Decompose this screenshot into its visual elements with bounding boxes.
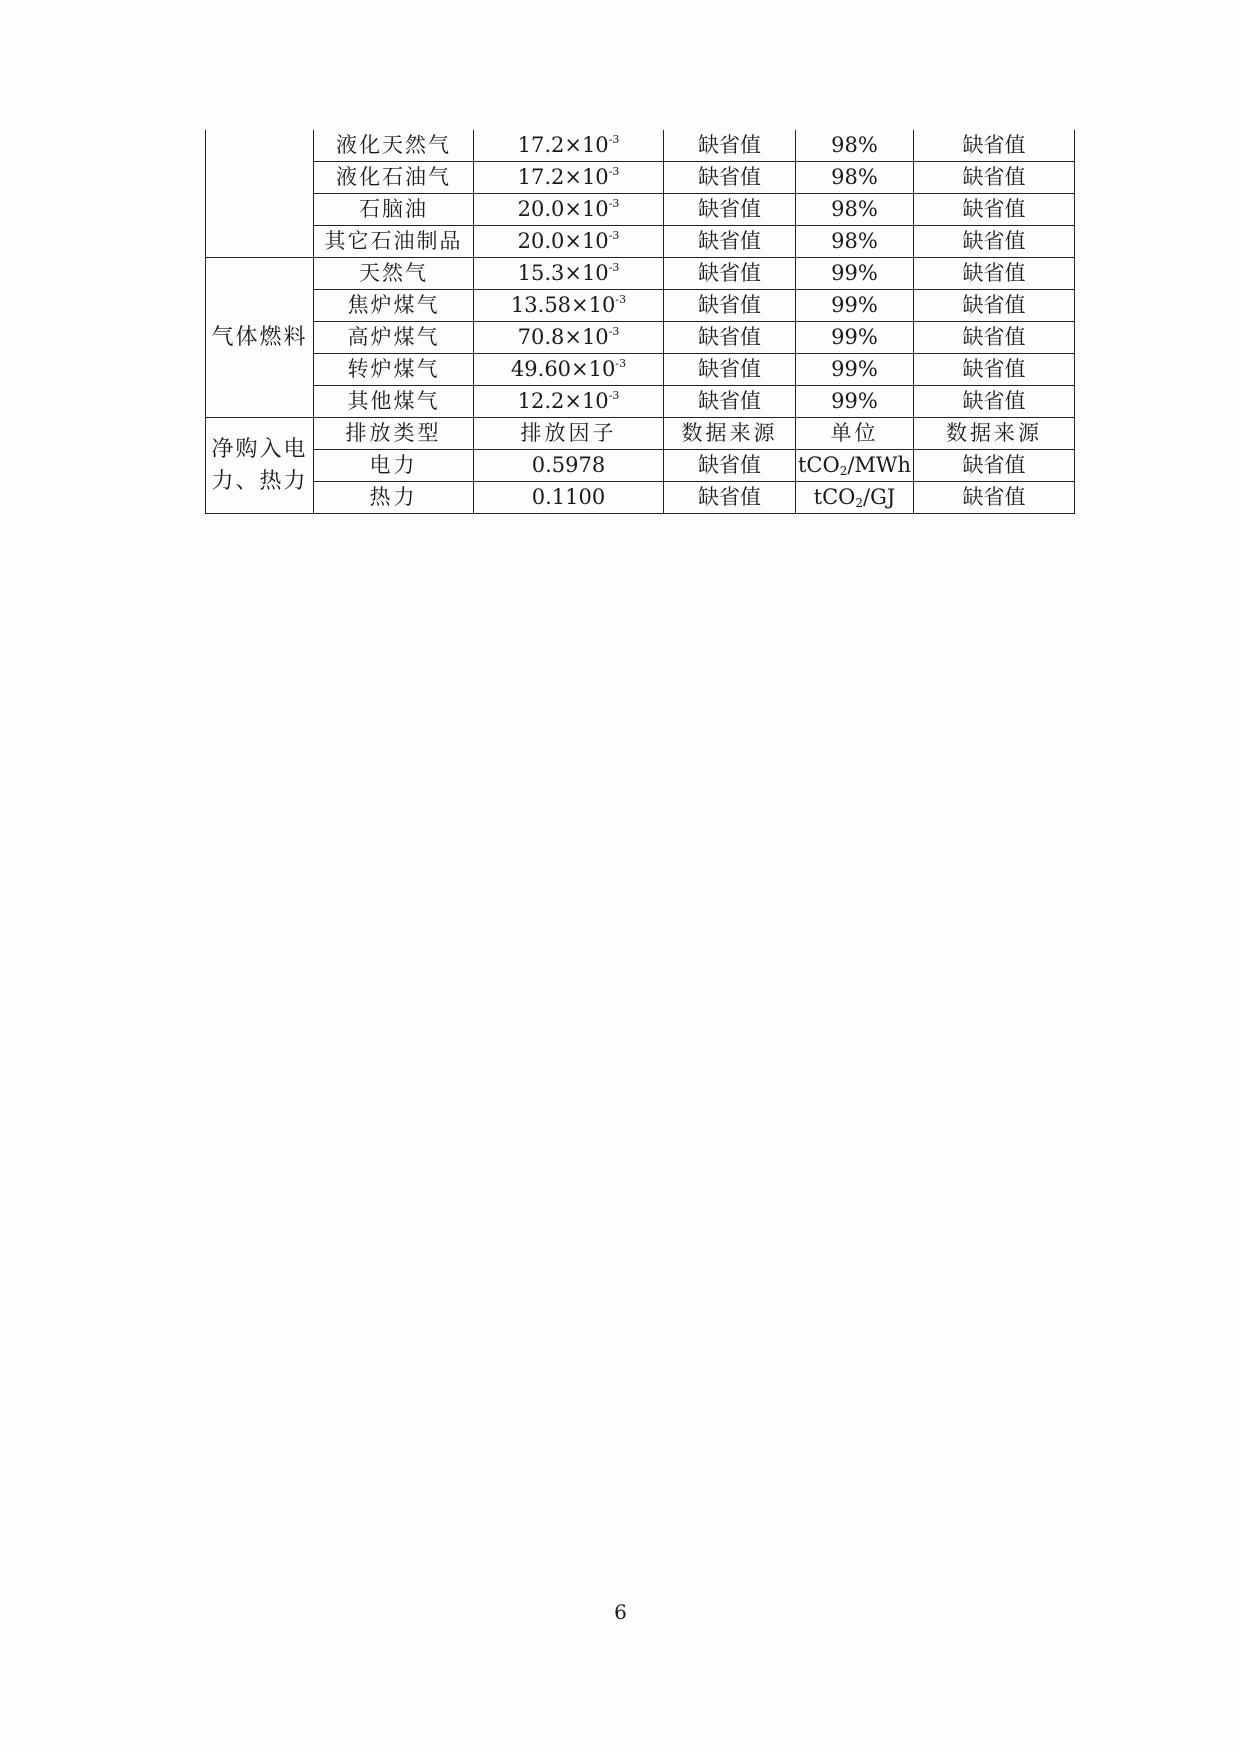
emission-factor: 0.1100 (474, 482, 664, 514)
power-group-label: 净购入电力、热力 (206, 418, 314, 514)
column-header: 单位 (796, 418, 914, 450)
data-source: 缺省值 (664, 258, 796, 290)
rate-data-source: 缺省值 (914, 162, 1075, 194)
column-header: 数据来源 (914, 418, 1075, 450)
oxidation-rate: 99% (796, 290, 914, 322)
table-row (206, 194, 1075, 226)
fuel-name: 液化石油气 (314, 162, 474, 194)
rate-data-source: 缺省值 (914, 258, 1075, 290)
emission-factor: $17.2\times 10^{-3}$ (474, 130, 664, 162)
emission-factor: $15.3\times 10^{-3}$ (474, 258, 664, 290)
table-row (206, 450, 1075, 482)
fuel-name: 石脑油 (314, 194, 474, 226)
oxidation-rate: 98% (796, 194, 914, 226)
emission-factor: $49.60\times 10^{-3}$ (474, 354, 664, 386)
emission-factor: $17.2\times 10^{-3}$ (474, 162, 664, 194)
column-header: 排放因子 (474, 418, 664, 450)
emission-type: 电力 (314, 450, 474, 482)
unit-data-source: 缺省值 (914, 450, 1075, 482)
liquid-fuel-group-cell (206, 130, 314, 258)
oxidation-rate: 99% (796, 258, 914, 290)
data-source: 缺省值 (664, 354, 796, 386)
data-source: 缺省值 (664, 386, 796, 418)
emission-factor: $70.8\times 10^{-3}$ (474, 322, 664, 354)
unit: tCO$_2$/MWh (796, 450, 914, 482)
page-number: 6 (614, 1600, 627, 1624)
rate-data-source: 缺省值 (914, 130, 1075, 162)
rate-data-source: 缺省值 (914, 226, 1075, 258)
table-row (206, 130, 1075, 162)
emission-factor: $12.2\times 10^{-3}$ (474, 386, 664, 418)
table-row (206, 354, 1075, 386)
emission-type: 热力 (314, 482, 474, 514)
data-source: 缺省值 (664, 290, 796, 322)
column-header: 数据来源 (664, 418, 796, 450)
fuel-name: 高炉煤气 (314, 322, 474, 354)
table-row (206, 258, 1075, 290)
oxidation-rate: 98% (796, 226, 914, 258)
oxidation-rate: 98% (796, 162, 914, 194)
data-source: 缺省值 (664, 450, 796, 482)
fuel-name: 转炉煤气 (314, 354, 474, 386)
table-header-row (206, 418, 1075, 450)
emission-factor: $13.58\times 10^{-3}$ (474, 290, 664, 322)
data-source: 缺省值 (664, 130, 796, 162)
oxidation-rate: 99% (796, 386, 914, 418)
gas-fuel-group-label: 气体燃料 (206, 258, 314, 418)
data-source: 缺省值 (664, 322, 796, 354)
table-row (206, 162, 1075, 194)
fuel-name: 焦炉煤气 (314, 290, 474, 322)
emission-factor: $20.0\times 10^{-3}$ (474, 194, 664, 226)
table-row (206, 386, 1075, 418)
table-row (206, 226, 1075, 258)
data-source: 缺省值 (664, 226, 796, 258)
table-row (206, 482, 1075, 514)
emission-factor: $20.0\times 10^{-3}$ (474, 226, 664, 258)
rate-data-source: 缺省值 (914, 386, 1075, 418)
purchased-power-rows (206, 418, 1075, 514)
fuel-name: 天然气 (314, 258, 474, 290)
data-source: 缺省值 (664, 482, 796, 514)
data-source: 缺省值 (664, 162, 796, 194)
unit-data-source: 缺省值 (914, 482, 1075, 514)
gas-fuel-rows (206, 258, 1075, 418)
table-row (206, 290, 1075, 322)
fuel-name: 液化天然气 (314, 130, 474, 162)
rate-data-source: 缺省值 (914, 322, 1075, 354)
data-source: 缺省值 (664, 194, 796, 226)
oxidation-rate: 99% (796, 354, 914, 386)
unit: tCO$_2$/GJ (796, 482, 914, 514)
rate-data-source: 缺省值 (914, 354, 1075, 386)
column-header: 排放类型 (314, 418, 474, 450)
emission-factor: 0.5978 (474, 450, 664, 482)
oxidation-rate: 98% (796, 130, 914, 162)
oxidation-rate: 99% (796, 322, 914, 354)
rate-data-source: 缺省值 (914, 290, 1075, 322)
fuel-name: 其它石油制品 (314, 226, 474, 258)
table-row (206, 322, 1075, 354)
rate-data-source: 缺省值 (914, 194, 1075, 226)
fuel-name: 其他煤气 (314, 386, 474, 418)
emission-factor-table (205, 130, 1075, 514)
liquid-fuel-rows (206, 130, 1075, 258)
